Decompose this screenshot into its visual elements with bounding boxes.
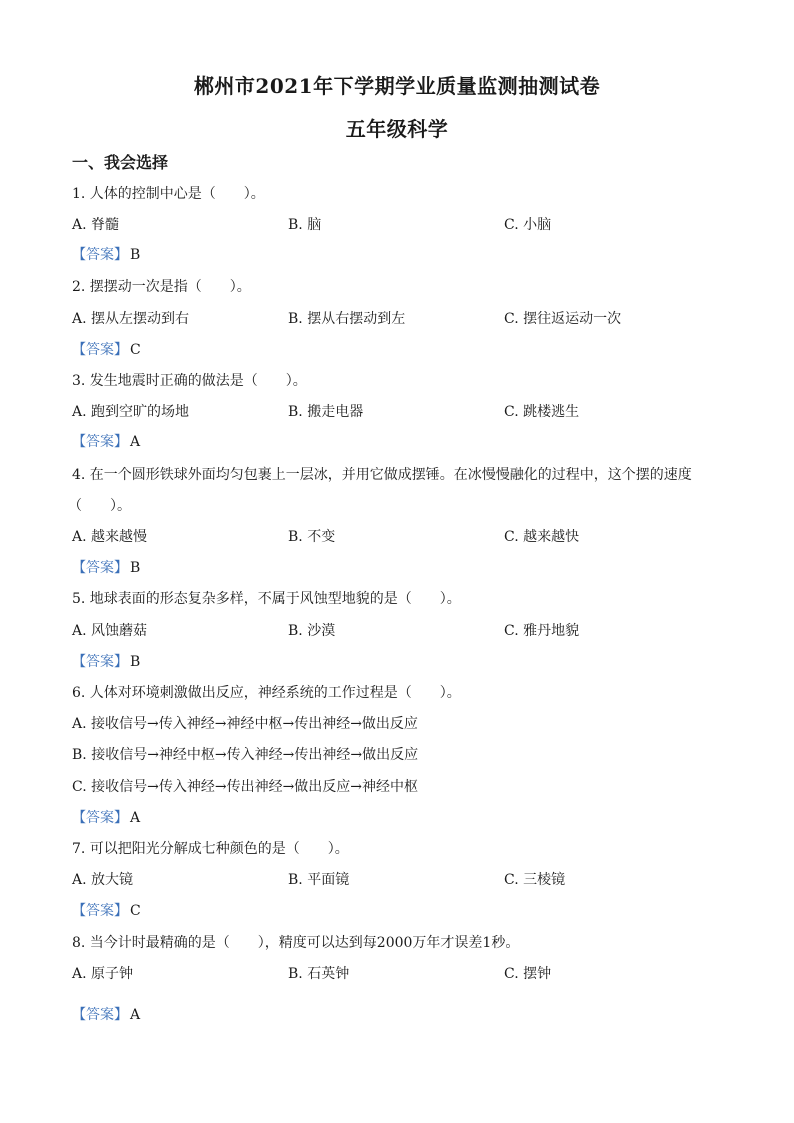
- page-subtitle: 五年级科学: [345, 117, 449, 141]
- question-7-answer: [72, 900, 141, 920]
- question-8-answer: [72, 1004, 140, 1024]
- question-6-option-b: B. 接收信号→神经中枢→传入神经→传出神经→做出反应: [72, 747, 419, 763]
- answer-value: C: [130, 342, 141, 358]
- answer-label: 【答案】: [72, 560, 128, 576]
- question-6-stem: 6. 人体对环境刺激做出反应，神经系统的工作过程是（ ）。: [72, 685, 461, 701]
- question-5-option-a: A. 风蚀蘑菇: [72, 623, 148, 639]
- question-7-option-b: B. 平面镜: [288, 872, 350, 888]
- question-5-stem: 5. 地球表面的形态复杂多样，不属于风蚀型地貌的是（ ）。: [72, 591, 461, 607]
- question-4-stem: 4. 在一个圆形铁球外面均匀包裹上一层冰，并用它做成摆锤。在冰慢慢融化的过程中，这个摆的速度: [72, 467, 692, 483]
- question-6-option-a: A. 接收信号→传入神经→神经中枢→传出神经→做出反应: [72, 716, 418, 732]
- answer-label: 【答案】: [72, 903, 128, 919]
- answer-label: 【答案】: [72, 247, 128, 263]
- question-4-answer: [72, 557, 140, 577]
- question-7-option-a: A. 放大镜: [72, 872, 134, 888]
- question-4-option-b: B. 不变: [288, 529, 336, 545]
- page-title: 郴州市2021年下学期学业质量监测抽测试卷: [193, 74, 601, 98]
- question-1-option-a: A. 脊髓: [72, 217, 120, 233]
- question-3-answer: [72, 431, 140, 451]
- question-5-answer: [72, 651, 140, 671]
- question-4-option-a: A. 越来越慢: [72, 529, 148, 545]
- question-1-stem: 1. 人体的控制中心是（ ）。: [72, 186, 265, 202]
- answer-value: A: [130, 810, 141, 826]
- question-8-option-b: B. 石英钟: [288, 966, 350, 982]
- question-2-option-c: C. 摆往返运动一次: [504, 311, 622, 327]
- answer-value: A: [130, 434, 141, 450]
- section-heading: 一、我会选择: [72, 153, 169, 172]
- question-6-option-c: C. 接收信号→传入神经→传出神经→做出反应→神经中枢: [72, 779, 419, 795]
- question-4-stem-continued: （ ）。: [68, 498, 131, 514]
- question-1-answer: [72, 244, 140, 264]
- question-1-option-c: C. 小脑: [504, 217, 552, 233]
- answer-label: 【答案】: [72, 342, 128, 358]
- answer-label: 【答案】: [72, 434, 128, 450]
- answer-label: 【答案】: [72, 1007, 128, 1023]
- answer-value: C: [130, 903, 141, 919]
- answer-value: B: [130, 560, 141, 576]
- question-3-option-c: C. 跳楼逃生: [504, 404, 580, 420]
- answer-value: B: [130, 247, 141, 263]
- question-1-option-b: B. 脑: [288, 217, 322, 233]
- question-3-option-a: A. 跑到空旷的场地: [72, 404, 190, 420]
- question-2-stem: 2. 摆摆动一次是指（ ）。: [72, 279, 251, 295]
- answer-label: 【答案】: [72, 654, 128, 670]
- question-7-stem: 7. 可以把阳光分解成七种颜色的是（ ）。: [72, 841, 349, 857]
- question-2-option-b: B. 摆从右摆动到左: [288, 311, 406, 327]
- question-3-option-b: B. 搬走电器: [288, 404, 364, 420]
- question-6-answer: [72, 807, 140, 827]
- answer-value: B: [130, 654, 141, 670]
- question-7-option-c: C. 三棱镜: [504, 872, 566, 888]
- question-8-option-a: A. 原子钟: [72, 966, 134, 982]
- answer-value: A: [130, 1007, 141, 1023]
- question-8-option-c: C. 摆钟: [504, 966, 552, 982]
- question-2-answer: [72, 339, 141, 359]
- answer-label: 【答案】: [72, 810, 128, 826]
- question-3-stem: 3. 发生地震时正确的做法是（ ）。: [72, 373, 307, 389]
- question-4-option-c: C. 越来越快: [504, 529, 580, 545]
- question-5-option-b: B. 沙漠: [288, 623, 336, 639]
- question-2-option-a: A. 摆从左摆动到右: [72, 311, 190, 327]
- question-8-stem: 8. 当今计时最精确的是（ ），精度可以达到每2000万年才误差1秒。: [72, 935, 520, 951]
- question-5-option-c: C. 雅丹地貌: [504, 623, 580, 639]
